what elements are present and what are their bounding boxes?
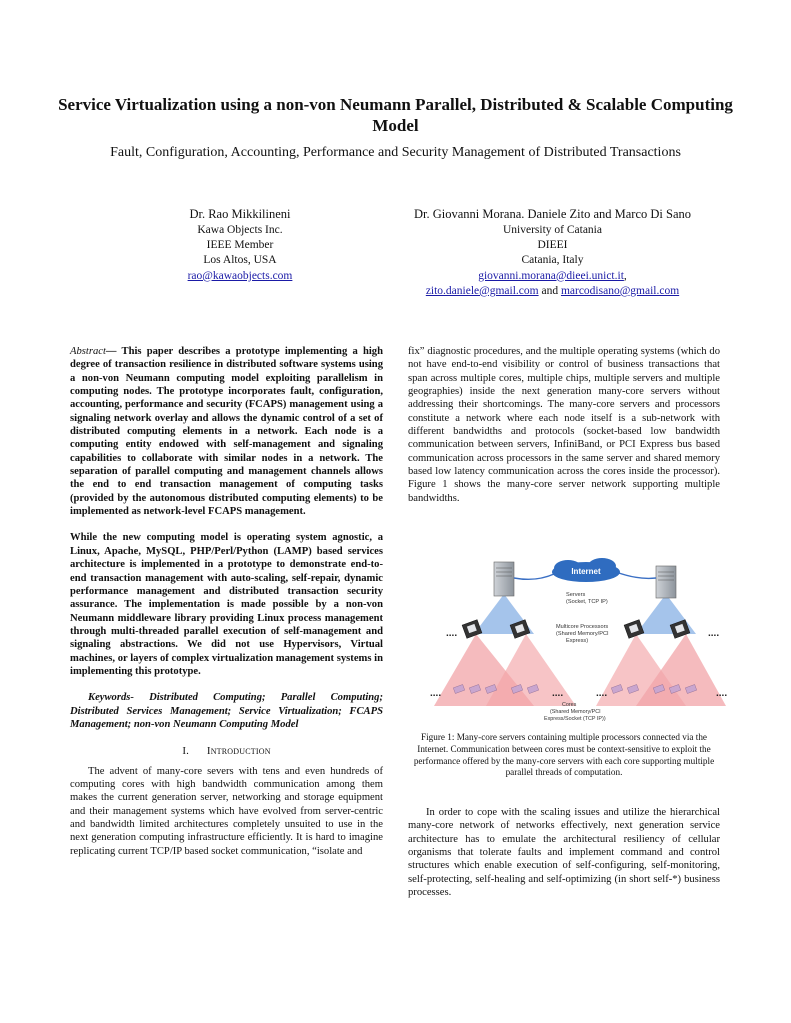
section-heading — [70, 745, 383, 758]
right-column — [408, 345, 720, 505]
paper-title: Service Virtualization using a non-von Neumann Parallel, Distributed & Scalable Computing Model — [58, 95, 733, 135]
abstract-paragraph-2: While the new computing model is operating system agnostic, a Linux, Apache, MySQL, PHP/Perl/Python (LAMP) based services architecture is implemented in a prototype to demonstrate end-to-end transaction management with auto-scaling, self-repair, dynamic performance management and distributed transaction security assurance. The implementation is made possible by a non-von Neumann middleware library providing Linux process management through multi-threaded parallel execution of self-management and signaling abstractions. We did not use Hypervisors, Virtual machines, or layers of complex virtualization management systems in implementing this prototype. — [70, 532, 383, 677]
figure-caption: Figure 1: Many-core servers containing multiple processors connected via the Internet. Communication between cores must be context-sensitive to exploit the performance offered by the many-core servers with each core supporting multiple parallel threads of computation. — [413, 732, 715, 778]
author-location: Los Altos, USA — [203, 254, 277, 267]
intro-paragraph: The advent of many-core severs with tens and even hundreds of computing cores with high bandwidth communication among them makes the current generation server, networking and storage equipment and their management systems which have evolved from server-centric and bandwidth limited architectures completely unsuited to use in the next generation computing infrastructure efficiently. It is hard to imagine replicating current TCP/IP based socket communication, “isolate and — [70, 765, 383, 857]
email-separator: , — [623, 269, 627, 282]
network-link — [616, 572, 656, 578]
keywords: Keywords- Distributed Computing; Parallel Computing; Distributed Services Management; Service Virtualization; FCAPS Management; non-von Neumann Computing Model — [70, 692, 383, 730]
body-paragraph-2: In order to cope with the scaling issues and utilize the hierarchical many-core network of networks effectively, next generation service architecture has to emulate the architectural resiliency of cellular organisms that tolerate faults and implement command and control structures which enable execution of self-configuring, self-monitoring, self-protecting, self-healing and self-optimizing (in short self-*) business processes. — [408, 807, 720, 899]
ellipsis-dots: .... — [446, 628, 458, 639]
author-dept: DIEEI — [537, 239, 568, 252]
author-location: Catania, Italy — [521, 254, 584, 267]
abstract-text: This paper describes a prototype implementing a high degree of transaction resilience in distributed software systems using a non-von Neumann computing model exploiting parallelism in computing nodes. The prototype incorporates fault, configuration, accounting, performance and security (FCAPS) management using a signaling network overlay and allows the dynamic control of a set of distributed computing elements in a network. Each node is a computing entity endowed with self-management and signaling capabilities to collaborate with similar nodes in a network. The separation of parallel computing and management channels allows the end to end transaction management of computing tasks (provided by the autonomous distributed computing elements) to be implemented as network-level FCAPS management. — [70, 346, 383, 518]
ellipsis-dots: .... — [708, 628, 720, 639]
servers-label: Servers (Socket, TCP IP) — [566, 592, 608, 605]
section-title: Introduction — [206, 745, 271, 758]
author-block-right — [405, 206, 700, 299]
author-email-link[interactable]: rao@kawaobjects.com — [187, 269, 293, 282]
ellipsis-dots: .... — [596, 688, 608, 699]
network-link — [514, 574, 554, 579]
author-block-left — [150, 206, 330, 284]
author-email-link[interactable]: zito.daniele@gmail.com — [425, 284, 539, 297]
figure-1-diagram — [416, 556, 734, 728]
ellipsis-dots: .... — [716, 688, 728, 699]
author-names: Dr. Giovanni Morana. Daniele Zito and Marco Di Sano — [413, 207, 691, 221]
section-number: I. — [182, 745, 190, 758]
author-org: University of Catania — [502, 224, 602, 236]
body-paragraph: fix” diagnostic procedures, and the multiple operating systems (which do not have end-to-end visibility or control of business transactions that span across multiple cores, multiple chips, multiple servers and multiple geographies) inside the next generation many-core servers without addressing their shortcomings. The many-core servers and processors constitute a network where each node itself is a sub-network with different bandwidths and protocols (socket-based low bandwidth communication between servers, InfiniBand, or PCI Express bus based communication across processors in the same server and shared memory based low latency communication across the cores inside the processor). Figure 1 shows the many-core server network supporting multiple bandwidths. — [408, 346, 720, 504]
paper-subtitle: Fault, Configuration, Accounting, Performance and Security Management of Distributed Transactions — [110, 145, 681, 160]
left-column — [70, 345, 383, 858]
ellipsis-dots: .... — [430, 688, 442, 699]
author-role: IEEE Member — [206, 239, 274, 252]
email-joiner: and — [538, 284, 561, 297]
internet-label: Internet — [571, 567, 601, 576]
abstract-label: Abstract — [70, 346, 106, 357]
abstract-paragraph — [70, 345, 383, 518]
abstract-dash: — — [105, 346, 122, 357]
multicore-label: Multicore Processors (Shared Memory/PCI Express) — [556, 624, 609, 644]
author-email-link[interactable]: giovanni.morana@dieei.unict.it — [478, 269, 624, 282]
author-name: Dr. Rao Mikkilineni — [189, 207, 291, 221]
author-email-link[interactable]: marcodisano@gmail.com — [560, 284, 680, 297]
ellipsis-dots: .... — [552, 688, 564, 699]
server-icon — [494, 562, 514, 596]
right-column-lower — [408, 806, 720, 899]
server-icon — [656, 566, 676, 598]
cores-label: Cores (Shared Memory/PCI Express/Socket (TCP IP)) — [544, 702, 606, 722]
author-org: Kawa Objects Inc. — [197, 224, 283, 236]
